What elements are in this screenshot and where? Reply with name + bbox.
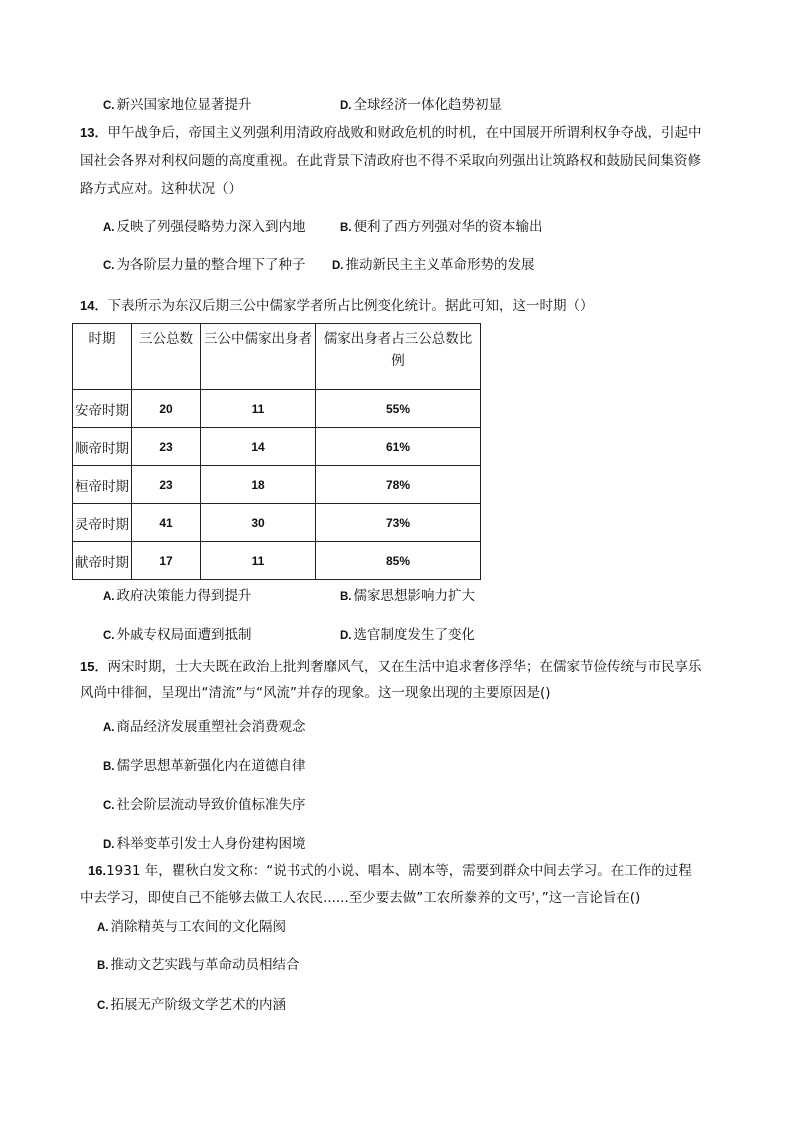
table-cell: 73% (316, 504, 481, 542)
table-header-cell: 儒家出身者占三公总数比例 (316, 324, 481, 390)
q15-stem-line-2: 风尚中徘徊，呈现出“清流”与“风流”并存的现象。这一现象出现的主要原因是() (80, 685, 551, 701)
q16-stem-line-2: 中去学习，即使自己不能够去做工人农民......至少要去做”工农所豢养的文丐'，”这一言论旨在() (80, 890, 641, 906)
table-cell: 灵帝时期 (73, 504, 132, 542)
table-cell: 55% (316, 390, 481, 428)
table-cell: 78% (316, 466, 481, 504)
q16-option-a: A. 消除精英与工农间的文化隔阂 (97, 919, 286, 935)
table-header-cell: 三公总数 (132, 324, 201, 390)
q16-stem-line-1: 16.1931 年，瞿秋白发文称：“说书式的小说、唱本、剧本等，需要到群众中间去学习。在工作的过程 (88, 863, 692, 879)
q12-option-c: C. 新兴国家地位显著提升 (103, 97, 252, 113)
q14-option-c: C. 外戚专权局面遭到抵制 (103, 627, 252, 643)
table-header-row (73, 324, 481, 390)
table-cell: 顺帝时期 (73, 428, 132, 466)
table-cell: 14 (201, 428, 316, 466)
table-cell: 85% (316, 542, 481, 580)
q15-option-d: D. 科举变革引发士人身份建构困境 (103, 836, 306, 852)
q14-option-d: D. 选官制度发生了变化 (340, 627, 475, 643)
q14-option-a: A. 政府决策能力得到提升 (103, 588, 252, 604)
q15-stem-line-1: 15．两宋时期，士大夫既在政治上批判奢靡风气，又在生活中追求奢侈浮华；在儒家节俭传统与市民享乐 (80, 659, 702, 675)
q13-option-c: C. 为各阶层力量的整合埋下了种子 (103, 257, 306, 273)
q15-option-a: A. 商品经济发展重塑社会消费观念 (103, 719, 306, 735)
table-row (73, 390, 481, 428)
q14-stem: 14．下表所示为东汉后期三公中儒家学者所占比例变化统计。据此可知，这一时期（） (80, 298, 594, 314)
q15-option-b: B. 儒学思想革新强化内在道德自律 (103, 758, 306, 774)
table-header-cell: 三公中儒家出身者 (201, 324, 316, 390)
table-row (73, 466, 481, 504)
q13-stem-line-1: 13．甲午战争后，帝国主义列强利用清政府战败和财政危机的时机，在中国展开所谓利权争夺战，引起中 (80, 125, 702, 141)
q13-option-b: B. 便利了西方列强对华的资本输出 (340, 219, 543, 235)
table-cell: 23 (132, 428, 201, 466)
q12-option-d: D. 全球经济一体化趋势初显 (340, 97, 502, 113)
table-row (73, 504, 481, 542)
q16-option-b: B. 推动文艺实践与革命动员相结合 (97, 957, 300, 973)
table-cell: 11 (201, 542, 316, 580)
table-cell: 献帝时期 (73, 542, 132, 580)
table-row (73, 542, 481, 580)
table-header-cell: 时期 (73, 324, 132, 390)
table-cell: 23 (132, 466, 201, 504)
q13-stem-line-3: 路方式应对。这种状况（） (80, 181, 242, 197)
table-cell: 41 (132, 504, 201, 542)
table-cell: 桓帝时期 (73, 466, 132, 504)
q13-option-a: A. 反映了列强侵略势力深入到内地 (103, 219, 306, 235)
table-cell: 30 (201, 504, 316, 542)
table-cell: 20 (132, 390, 201, 428)
q13-option-d: D. 推动新民主主义革命形势的发展 (332, 257, 535, 273)
q15-option-c: C. 社会阶层流动导致价值标准失序 (103, 797, 306, 813)
table-cell: 61% (316, 428, 481, 466)
q16-option-c: C. 拓展无产阶级文学艺术的内涵 (97, 997, 286, 1013)
table-row (73, 428, 481, 466)
q14-data-table (72, 323, 481, 580)
q14-option-b: B. 儒家思想影响力扩大 (340, 588, 475, 604)
table-cell: 11 (201, 390, 316, 428)
table-cell: 18 (201, 466, 316, 504)
table-cell: 17 (132, 542, 201, 580)
q13-stem-line-2: 国社会各界对利权问题的高度重视。在此背景下清政府也不得不采取向列强出让筑路权和鼓励民间集资修 (80, 153, 701, 169)
table-cell: 安帝时期 (73, 390, 132, 428)
